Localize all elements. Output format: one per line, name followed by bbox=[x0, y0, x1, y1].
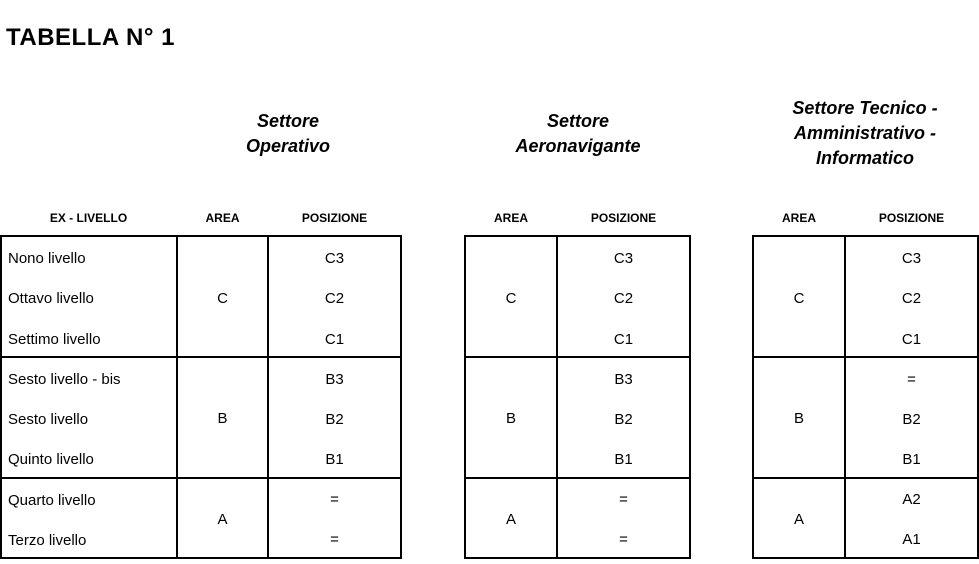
sector-heading-line: Settore Tecnico - bbox=[792, 98, 938, 118]
sector-heading-aeronavigante bbox=[466, 109, 690, 159]
sector-heading-line: Settore bbox=[256, 111, 319, 131]
table-border-bottom bbox=[752, 557, 979, 559]
column-header-area: AREA bbox=[493, 211, 528, 225]
column-header-posizione: POSIZIONE bbox=[878, 211, 945, 225]
posizione-cell: C2 bbox=[324, 290, 345, 307]
ex-livello-label: Quarto livello bbox=[8, 492, 96, 509]
sector-heading-line: Operativo bbox=[245, 136, 331, 156]
posizione-cell: A1 bbox=[902, 531, 921, 548]
posizione-cell: C3 bbox=[324, 250, 345, 267]
column-header-posizione: POSIZIONE bbox=[590, 211, 657, 225]
area-cell: B bbox=[217, 410, 228, 427]
posizione-cell: C1 bbox=[324, 331, 345, 348]
posizione-cell: B3 bbox=[325, 371, 344, 388]
area-cell: C bbox=[505, 290, 517, 307]
area-cell: B bbox=[505, 410, 516, 427]
table-column-divider bbox=[556, 235, 558, 559]
column-header-ex-livello: EX - LIVELLO bbox=[49, 211, 128, 225]
posizione-cell: B1 bbox=[902, 451, 921, 468]
ex-livello-label: Ottavo livello bbox=[8, 290, 94, 307]
area-cell: C bbox=[793, 290, 805, 307]
table-group-divider bbox=[0, 356, 402, 358]
posizione-cell: = bbox=[330, 491, 339, 508]
posizione-cell: C1 bbox=[901, 331, 922, 348]
table-border-top bbox=[752, 235, 979, 237]
posizione-cell: B2 bbox=[902, 411, 921, 428]
table-border-left bbox=[0, 235, 2, 559]
posizione-cell: C3 bbox=[901, 250, 922, 267]
sector-heading-tecnico bbox=[745, 96, 979, 171]
ex-livello-label: Sesto livello bbox=[8, 411, 89, 428]
ex-livello-label: Nono livello bbox=[8, 250, 86, 267]
posizione-cell: C2 bbox=[613, 290, 634, 307]
area-cell: A bbox=[793, 511, 804, 528]
table-border-bottom bbox=[0, 557, 402, 559]
ex-livello-label: Terzo livello bbox=[8, 532, 87, 549]
page-title: TABELLA N° 1 bbox=[6, 24, 175, 51]
posizione-cell: = bbox=[619, 531, 628, 548]
table-column-divider bbox=[844, 235, 846, 559]
posizione-cell: = bbox=[907, 371, 916, 388]
sector-heading-line: Settore bbox=[546, 111, 609, 131]
posizione-cell: C2 bbox=[901, 290, 922, 307]
posizione-cell: A2 bbox=[902, 491, 921, 508]
posizione-cell: B1 bbox=[325, 451, 344, 468]
column-header-area: AREA bbox=[205, 211, 240, 225]
sector-heading-line: Aeronavigante bbox=[515, 136, 641, 156]
area-cell: A bbox=[505, 511, 516, 528]
posizione-cell: B1 bbox=[614, 451, 633, 468]
ex-livello-label: Settimo livello bbox=[8, 331, 101, 348]
table-group-divider bbox=[464, 356, 691, 358]
posizione-cell: C3 bbox=[613, 250, 634, 267]
ex-livello-label: Sesto livello - bis bbox=[8, 371, 121, 388]
posizione-cell: B2 bbox=[325, 411, 344, 428]
posizione-cell: B3 bbox=[614, 371, 633, 388]
table-border-top bbox=[0, 235, 402, 237]
table-border-bottom bbox=[464, 557, 691, 559]
table-group-divider bbox=[0, 477, 402, 479]
area-cell: B bbox=[793, 410, 804, 427]
sector-heading-line: Amministrativo - bbox=[793, 123, 937, 143]
posizione-cell: = bbox=[330, 531, 339, 548]
table-border-top bbox=[464, 235, 691, 237]
sector-heading-operativo bbox=[188, 109, 388, 159]
posizione-cell: = bbox=[619, 491, 628, 508]
table-border-right bbox=[689, 235, 691, 559]
posizione-cell: B2 bbox=[614, 411, 633, 428]
table-group-divider bbox=[464, 477, 691, 479]
table-group-divider bbox=[752, 356, 979, 358]
ex-livello-label: Quinto livello bbox=[8, 451, 94, 468]
posizione-cell: C1 bbox=[613, 331, 634, 348]
column-header-area: AREA bbox=[781, 211, 816, 225]
column-header-posizione: POSIZIONE bbox=[301, 211, 368, 225]
table-border-right bbox=[400, 235, 402, 559]
area-cell: C bbox=[217, 290, 228, 307]
sector-heading-line: Informatico bbox=[815, 148, 914, 168]
table-group-divider bbox=[752, 477, 979, 479]
area-cell: A bbox=[217, 511, 228, 528]
